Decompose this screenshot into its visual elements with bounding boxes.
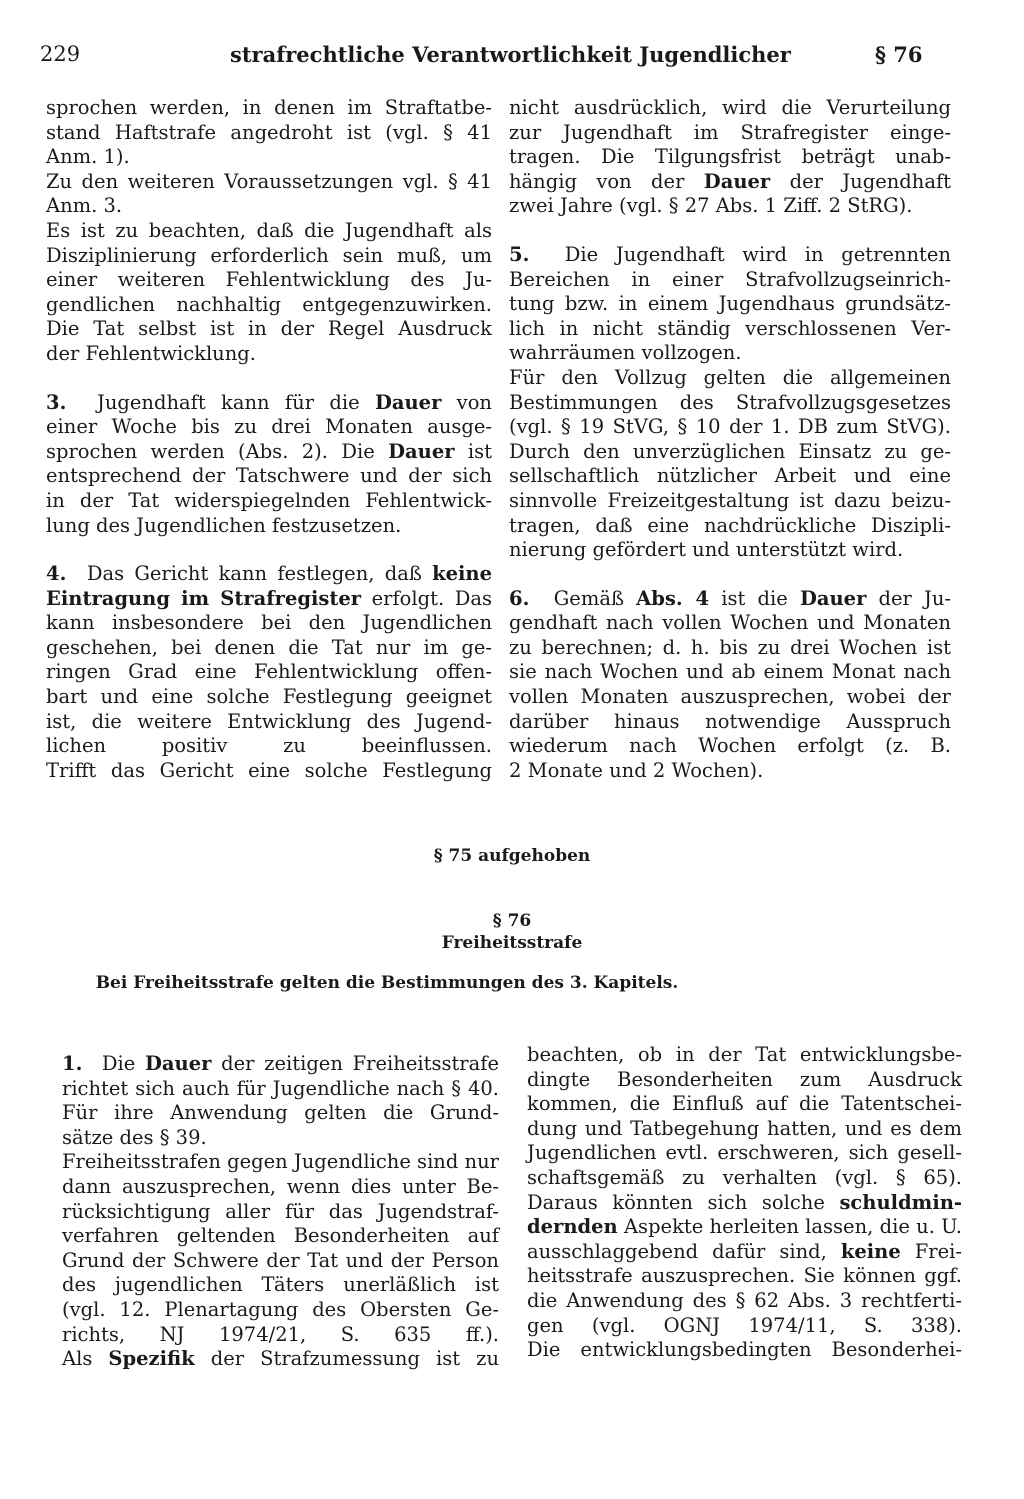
text-line: nierung gefördert und unterstützt wird. bbox=[509, 538, 904, 562]
text-line: bart und eine solche Festlegung geeignet bbox=[46, 685, 492, 709]
text-line: einer Woche bis zu drei Monaten ausge- bbox=[46, 415, 492, 439]
text-line: schaftsgemäß zu verhalten (vgl. § 65). bbox=[527, 1165, 962, 1189]
paragraph-gap bbox=[46, 538, 492, 562]
text-line: Bereichen in einer Strafvollzugseinrich- bbox=[509, 267, 951, 291]
text-line: lung des Jugendlichen festzusetzen. bbox=[46, 513, 402, 537]
text-line: dung und Tatbegehung hatten, und es dem bbox=[527, 1116, 962, 1140]
column-lower-right bbox=[527, 1043, 962, 1363]
text-line: Zu den weiteren Voraussetzungen vgl. § 41 bbox=[46, 169, 492, 193]
text-line: 2 Monate und 2 Wochen). bbox=[509, 758, 764, 782]
text-line: (vgl. 12. Plenartagung des Obersten Ge- bbox=[62, 1297, 499, 1321]
text-line: geschehen, bei denen die Tat nur im ge- bbox=[46, 635, 492, 659]
text-line: darüber hinaus notwendige Ausspruch bbox=[509, 709, 951, 733]
text-line: Die entwicklungsbedingten Besonderhei- bbox=[527, 1338, 962, 1362]
running-title: strafrechtliche Verantwortlichkeit Jugendlicher bbox=[230, 42, 791, 67]
text-line: stand Haftstrafe angedroht ist (vgl. § 41 bbox=[46, 120, 492, 144]
paragraph-gap bbox=[46, 367, 492, 391]
text-line: Freiheitsstrafen gegen Jugendliche sind nur bbox=[62, 1150, 499, 1174]
text-line: dann auszusprechen, wenn dies unter Be- bbox=[62, 1174, 499, 1198]
text-line: dernden Aspekte herleiten lassen, die u. U. bbox=[527, 1215, 962, 1239]
column-lower-left bbox=[62, 1052, 499, 1372]
text-line: die Anwendung des § 62 Abs. 3 rechtferti- bbox=[527, 1288, 962, 1312]
text-line: tung bzw. in einem Jugendhaus grundsätz- bbox=[509, 292, 951, 316]
page-number: 229 bbox=[40, 42, 81, 66]
text-line: Durch den unverzüglichen Einsatz zu ge- bbox=[509, 439, 951, 463]
text-line: 5. Die Jugendhaft wird in getrennten bbox=[509, 242, 951, 266]
text-line: verfahren geltenden Besonderheiten auf bbox=[62, 1224, 499, 1248]
text-line: gendhaft nach vollen Wochen und Monaten bbox=[509, 611, 951, 635]
text-line: 6. Gemäß Abs. 4 ist die Dauer der Ju- bbox=[509, 586, 952, 610]
text-line: lichen positiv zu beeinflussen. bbox=[46, 734, 492, 758]
text-line: sprochen werden (Abs. 2). Die Dauer ist bbox=[46, 439, 492, 463]
text-line: vollen Monaten auszusprechen, wobei der bbox=[509, 685, 951, 709]
section-76-number: § 76 bbox=[492, 911, 532, 931]
text-line: Trifft das Gericht eine solche Festlegung bbox=[46, 758, 492, 782]
text-line: hängig von der Dauer der Jugendhaft bbox=[509, 169, 952, 193]
text-line: zu berechnen; d. h. bis zu drei Wochen ist bbox=[509, 635, 951, 659]
text-line: sprochen werden, in denen im Straftatbe- bbox=[46, 96, 492, 119]
paragraph-gap bbox=[509, 563, 951, 587]
text-line: wahrräumen vollzogen. bbox=[509, 341, 742, 365]
text-line: richts, NJ 1974/21, S. 635 ff.). bbox=[62, 1322, 499, 1346]
column-upper-left bbox=[46, 96, 492, 783]
text-line: gen (vgl. OGNJ 1974/11, S. 338). bbox=[527, 1313, 962, 1337]
column-upper-right bbox=[509, 96, 951, 783]
section-75-repealed: § 75 aufgehoben bbox=[433, 846, 591, 866]
text-line: des jugendlichen Täters unerläßlich ist bbox=[62, 1273, 499, 1297]
text-line: kann insbesondere bei den Jugendlichen bbox=[46, 611, 492, 635]
text-line: ausschlaggebend dafür sind, keine Frei- bbox=[527, 1239, 962, 1263]
text-line: 4. Das Gericht kann festlegen, daß keine bbox=[46, 562, 492, 586]
text-line: wiederum nach Wochen erfolgt (z. B. bbox=[509, 734, 951, 758]
text-line: 3. Jugendhaft kann für die Dauer von bbox=[46, 390, 492, 414]
text-line: ist, die weitere Entwicklung des Jugend- bbox=[46, 709, 492, 733]
text-line: Anm. 3. bbox=[46, 194, 123, 218]
text-line: nicht ausdrücklich, wird die Verurteilung bbox=[509, 96, 951, 119]
section-marker: § 76 bbox=[875, 42, 923, 67]
text-line: lich in nicht ständig verschlossenen Ver- bbox=[509, 316, 951, 340]
text-line: Daraus könnten sich solche schuldmin- bbox=[527, 1190, 962, 1214]
text-line: Für den Vollzug gelten die allgemeinen bbox=[509, 365, 951, 389]
text-line: (vgl. § 19 StVG, § 10 der 1. DB zum StVG). bbox=[509, 415, 951, 439]
text-line: sie nach Wochen und ab einem Monat nach bbox=[509, 660, 951, 684]
text-line: tragen. Die Tilgungsfrist beträgt unab- bbox=[509, 145, 951, 169]
text-line: zwei Jahre (vgl. § 27 Abs. 1 Ziff. 2 StRG). bbox=[509, 194, 913, 218]
text-line: richtet sich auch für Jugendliche nach § 40. bbox=[62, 1076, 499, 1100]
text-line: dingte Besonderheiten zum Ausdruck bbox=[527, 1067, 962, 1091]
paragraph-gap bbox=[509, 219, 951, 243]
text-line: Die Tat selbst ist in der Regel Ausdruck bbox=[46, 317, 492, 341]
text-line: gendlichen nachhaltig entgegenzuwirken. bbox=[46, 292, 492, 316]
text-line: Bestimmungen des Strafvollzugsgesetzes bbox=[509, 390, 951, 414]
text-line: Disziplinierung erforderlich sein muß, um bbox=[46, 243, 492, 267]
text-line: Grund der Schwere der Tat und der Person bbox=[62, 1248, 499, 1272]
text-line: entsprechend der Tatschwere und der sich bbox=[46, 464, 492, 488]
text-line: Als Spezifik der Strafzumessung ist zu bbox=[62, 1347, 500, 1371]
text-line: zur Jugendhaft im Strafregister einge- bbox=[509, 120, 951, 144]
text-line: kommen, die Einfluß auf die Tatentschei- bbox=[527, 1092, 962, 1116]
section-76-statute-text: Bei Freiheitsstrafe gelten die Bestimmungen des 3. Kapitels. bbox=[95, 973, 679, 993]
text-line: in der Tat widerspiegelnden Fehlentwick- bbox=[46, 488, 492, 512]
text-line: einer weiteren Fehlentwicklung des Ju- bbox=[46, 268, 492, 292]
text-line: tragen, daß eine nachdrückliche Diszipli- bbox=[509, 513, 951, 537]
text-line: heitsstrafe auszusprechen. Sie können ggf. bbox=[527, 1264, 962, 1288]
text-line: sellschaftlich nützlicher Arbeit und eine bbox=[509, 464, 951, 488]
text-line: 1. Die Dauer der zeitigen Freiheitsstrafe bbox=[62, 1052, 499, 1075]
text-line: sinnvolle Freizeitgestaltung ist dazu beizu- bbox=[509, 488, 951, 512]
text-line: rücksichtigung aller für das Jugendstraf- bbox=[62, 1199, 499, 1223]
text-line: beachten, ob in der Tat entwicklungsbe- bbox=[527, 1043, 962, 1066]
text-line: der Fehlentwicklung. bbox=[46, 341, 256, 365]
text-line: Eintragung im Strafregister erfolgt. Das bbox=[46, 586, 492, 610]
text-line: ringen Grad eine Fehlentwicklung offen- bbox=[46, 660, 492, 684]
text-line: Es ist zu beachten, daß die Jugendhaft als bbox=[46, 218, 492, 242]
text-line: Jugendlichen evtl. erschweren, sich gesell- bbox=[527, 1141, 962, 1165]
text-line: sätze des § 39. bbox=[62, 1125, 207, 1149]
text-line: Für ihre Anwendung gelten die Grund- bbox=[62, 1101, 499, 1125]
text-line: Anm. 1). bbox=[46, 145, 130, 169]
section-76-title: Freiheitsstrafe bbox=[441, 933, 583, 953]
